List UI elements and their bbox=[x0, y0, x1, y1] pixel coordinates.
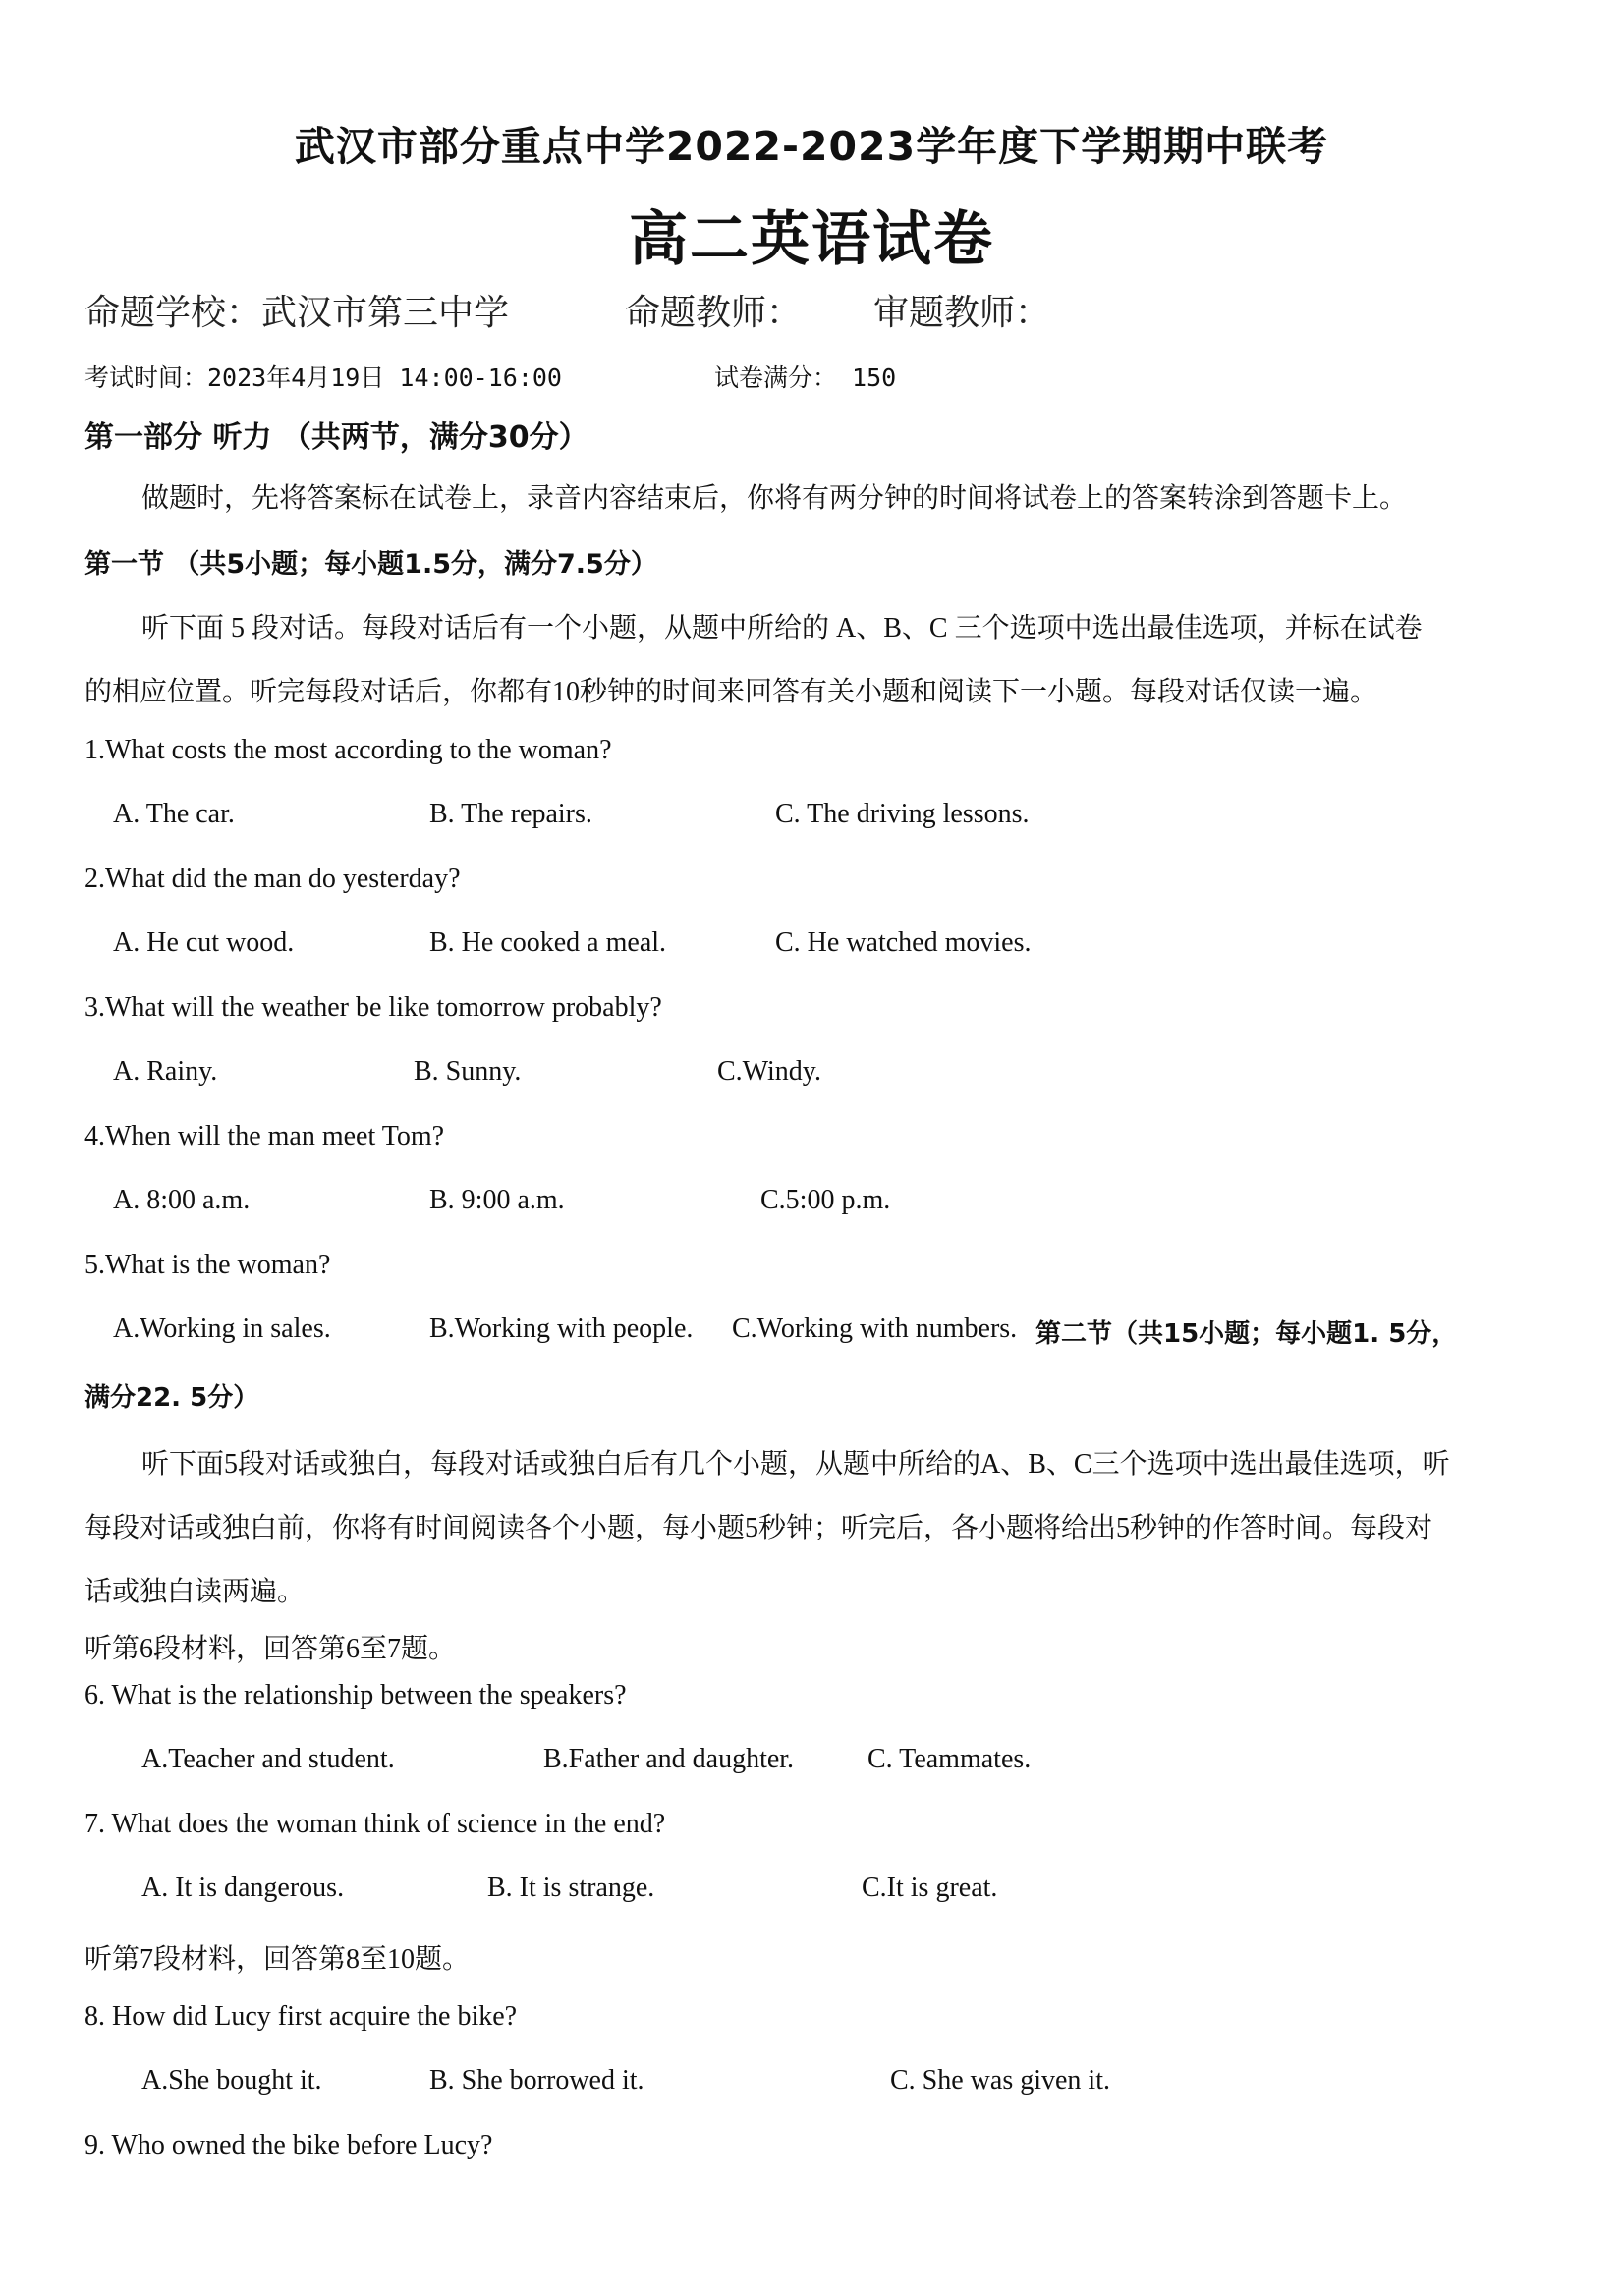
q6-option-b[interactable]: B.Father and daughter. bbox=[543, 1744, 795, 1774]
q4-option-a[interactable]: A. 8:00 a.m. bbox=[113, 1185, 251, 1215]
section2-instruction-line2: 每段对话或独白前，你将有时间阅读各个小题，每小题5秒钟；听完后，各小题将给出5秒钟的作答时间。每段对 bbox=[84, 1513, 1433, 1543]
section1-heading: 第一节 （共5小题；每小题1.5分，满分7.5分） bbox=[84, 549, 657, 580]
question-7: 7. What does the woman think of science in the end? bbox=[84, 1809, 666, 1839]
q8-option-a[interactable]: A.She bought it. bbox=[141, 2065, 322, 2096]
section2-heading-part1: 第二节（共15小题；每小题1. 5分， bbox=[1035, 1319, 1458, 1349]
question-3: 3.What will the weather be like tomorrow probably? bbox=[84, 992, 662, 1023]
q3-option-b[interactable]: B. Sunny. bbox=[414, 1056, 522, 1087]
exam-title: 武汉市部分重点中学2022-2023学年度下学期期中联考 bbox=[294, 123, 1329, 170]
section1-instruction-line1: 听下面 5 段对话。每段对话后有一个小题，从题中所给的 A、B、C 三个选项中选出最佳选项，并标在试卷 bbox=[141, 613, 1423, 644]
question-1: 1.What costs the most according to the woman? bbox=[84, 735, 612, 765]
question-5: 5.What is the woman? bbox=[84, 1250, 331, 1280]
school-label: 命题学校：武汉市第三中学 bbox=[84, 293, 510, 332]
material-7-label: 听第7段材料，回答第8至10题。 bbox=[84, 1944, 471, 1975]
q7-option-c[interactable]: C.It is great. bbox=[862, 1873, 998, 1903]
q5-option-a[interactable]: A.Working in sales. bbox=[113, 1314, 331, 1344]
section2-instruction-line3: 话或独白读两遍。 bbox=[84, 1577, 306, 1607]
q5-option-c[interactable]: C.Working with numbers. bbox=[732, 1314, 1018, 1344]
exam-time: 考试时间：2023年4月19日 14:00-16:00 bbox=[84, 364, 562, 392]
q8-option-b[interactable]: B. She borrowed it. bbox=[429, 2065, 644, 2096]
part1-heading: 第一部分 听力 （共两节，满分30分） bbox=[84, 420, 588, 455]
q1-option-b[interactable]: B. The repairs. bbox=[429, 799, 592, 829]
section1-instruction-line2: 的相应位置。听完每段对话后，你都有10秒钟的时间来回答有关小题和阅读下一小题。每段对话仅读一遍。 bbox=[84, 677, 1378, 707]
q5-option-b[interactable]: B.Working with people. bbox=[429, 1314, 694, 1344]
q4-option-b[interactable]: B. 9:00 a.m. bbox=[429, 1185, 565, 1215]
q2-option-b[interactable]: B. He cooked a meal. bbox=[429, 927, 667, 958]
q8-option-c[interactable]: C. She was given it. bbox=[890, 2065, 1110, 2096]
q4-option-c[interactable]: C.5:00 p.m. bbox=[760, 1185, 891, 1215]
q3-option-c[interactable]: C.Windy. bbox=[717, 1056, 821, 1087]
q2-option-a[interactable]: A. He cut wood. bbox=[113, 927, 295, 958]
reviewer-label: 审题教师： bbox=[873, 293, 1051, 332]
question-2: 2.What did the man do yesterday? bbox=[84, 864, 461, 894]
q2-option-c[interactable]: C. He watched movies. bbox=[775, 927, 1032, 958]
question-8: 8. How did Lucy first acquire the bike? bbox=[84, 2001, 518, 2032]
section2-heading-part2: 满分22. 5分） bbox=[84, 1383, 259, 1413]
q6-option-a[interactable]: A.Teacher and student. bbox=[141, 1744, 395, 1774]
q6-option-c[interactable]: C. Teammates. bbox=[867, 1744, 1032, 1774]
setter-label: 命题教师： bbox=[625, 293, 803, 332]
material-6-label: 听第6段材料，回答第6至7题。 bbox=[84, 1634, 457, 1664]
part1-instruction: 做题时，先将答案标在试卷上，录音内容结束后，你将有两分钟的时间将试卷上的答案转涂到答题卡上。 bbox=[141, 483, 1408, 514]
exam-subtitle: 高二英语试卷 bbox=[629, 205, 994, 274]
q7-option-b[interactable]: B. It is strange. bbox=[487, 1873, 655, 1903]
question-6: 6. What is the relationship between the speakers? bbox=[84, 1680, 627, 1710]
q7-option-a[interactable]: A. It is dangerous. bbox=[141, 1873, 345, 1903]
full-score: 试卷满分： 150 bbox=[714, 364, 897, 392]
question-9: 9. Who owned the bike before Lucy? bbox=[84, 2130, 493, 2160]
section2-instruction-line1: 听下面5段对话或独白，每段对话或独白后有几个小题，从题中所给的A、B、C三个选项中选出最佳选项，听 bbox=[141, 1449, 1450, 1480]
q3-option-a[interactable]: A. Rainy. bbox=[113, 1056, 218, 1087]
question-4: 4.When will the man meet Tom? bbox=[84, 1121, 445, 1151]
q1-option-c[interactable]: C. The driving lessons. bbox=[775, 799, 1030, 829]
q1-option-a[interactable]: A. The car. bbox=[113, 799, 235, 829]
